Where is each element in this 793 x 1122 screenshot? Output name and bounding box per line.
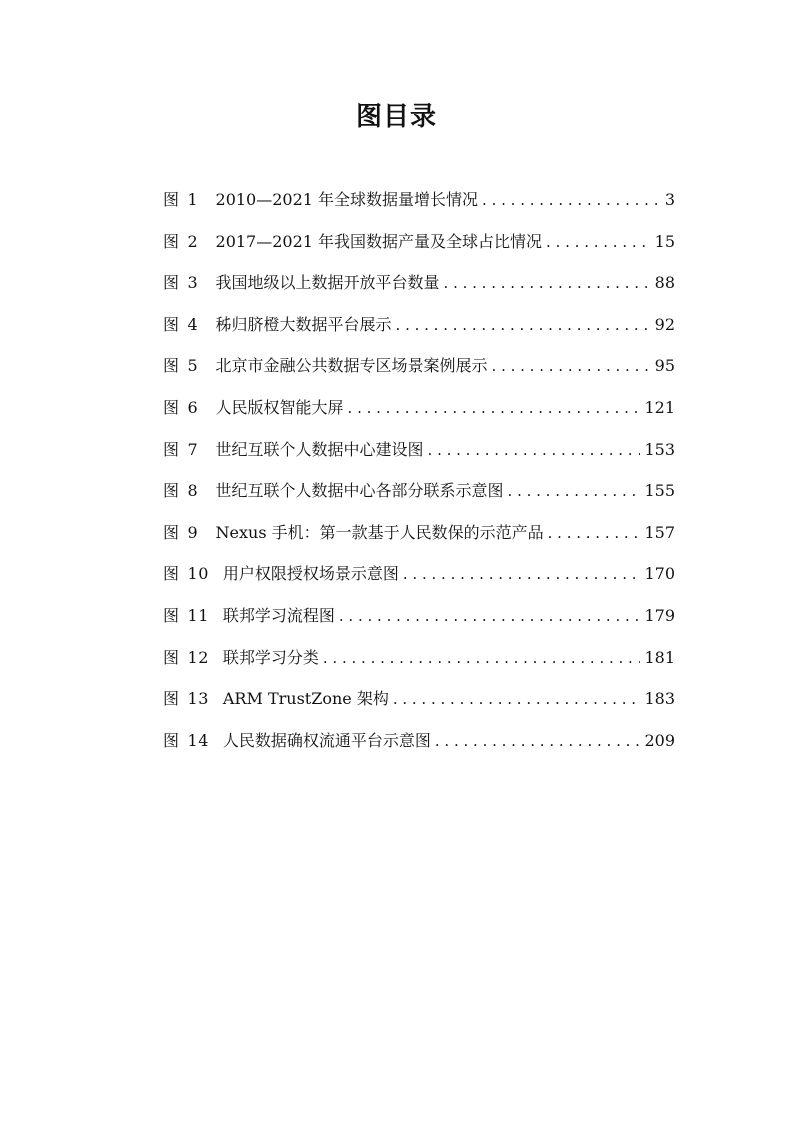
page-number: 170 (644, 564, 675, 584)
figure-title: 用户权限授权场景示意图 (222, 564, 399, 584)
toc-entry[interactable] (163, 686, 675, 728)
dot-leader (444, 274, 651, 292)
toc-entry[interactable] (163, 270, 675, 312)
figure-prefix: 图 (163, 397, 180, 417)
figure-label (163, 312, 202, 335)
toc-entry[interactable] (163, 520, 675, 562)
figure-title: 我国地级以上数据开放平台数量 (215, 273, 440, 293)
page-number: 15 (654, 231, 675, 251)
figure-number: 4 (187, 314, 199, 334)
toc-entry[interactable] (163, 187, 675, 229)
page-number: 92 (654, 314, 675, 334)
dot-leader (546, 233, 651, 251)
page-number: 209 (644, 730, 675, 750)
figure-label (163, 686, 209, 709)
figure-title: ARM TrustZone 架构 (222, 689, 389, 709)
figure-label (163, 353, 202, 376)
figure-prefix: 图 (163, 356, 180, 376)
figure-prefix: 图 (163, 481, 180, 501)
toc-entry[interactable] (163, 603, 675, 645)
page-number: 155 (644, 481, 675, 501)
toc-entry[interactable] (163, 229, 675, 271)
dot-leader (393, 690, 641, 708)
figure-title: 秭归脐橙大数据平台展示 (215, 314, 392, 334)
page-number: 88 (654, 273, 675, 293)
dot-leader (339, 607, 641, 625)
figure-number: 10 (187, 564, 209, 584)
dot-leader (492, 357, 651, 375)
page-number: 179 (644, 605, 675, 625)
figure-prefix: 图 (163, 730, 180, 750)
dot-leader (396, 316, 651, 334)
dot-leader (323, 649, 641, 667)
page-number: 153 (644, 439, 675, 459)
figure-number: 2 (187, 231, 199, 251)
figure-title: 世纪互联个人数据中心建设图 (215, 439, 424, 459)
page-number: 183 (644, 689, 675, 709)
figure-prefix: 图 (163, 522, 180, 542)
figure-label (163, 603, 209, 626)
toc-entry[interactable] (163, 437, 675, 479)
figure-number: 8 (187, 481, 199, 501)
page-number: 95 (654, 356, 675, 376)
dot-leader (348, 399, 641, 417)
figure-prefix: 图 (163, 647, 180, 667)
figure-prefix: 图 (163, 439, 180, 459)
toc-entry[interactable] (163, 561, 675, 603)
page-number: 3 (664, 190, 675, 209)
figure-title: 世纪互联个人数据中心各部分联系示意图 (215, 481, 504, 501)
page-number: 157 (644, 522, 675, 542)
figure-label (163, 645, 209, 668)
toc-entry[interactable] (163, 312, 675, 354)
figure-number: 6 (187, 397, 199, 417)
figure-label (163, 561, 209, 584)
figure-label (163, 520, 202, 543)
figure-label (163, 187, 202, 210)
figure-label (163, 395, 202, 418)
dot-leader (428, 441, 641, 459)
figure-label (163, 270, 202, 293)
figure-number: 7 (187, 439, 199, 459)
figure-number: 5 (187, 356, 199, 376)
figure-title: 人民版权智能大屏 (215, 397, 344, 417)
figure-prefix: 图 (163, 273, 180, 293)
figure-title: 联邦学习分类 (222, 647, 319, 667)
figure-label (163, 478, 202, 501)
toc-entry[interactable] (163, 395, 675, 437)
figure-title: 北京市金融公共数据专区场景案例展示 (215, 356, 488, 376)
figure-prefix: 图 (163, 231, 180, 251)
figure-prefix: 图 (163, 689, 180, 709)
figure-title: 人民数据确权流通平台示意图 (222, 730, 431, 750)
figure-title: Nexus 手机：第一款基于人民数保的示范产品 (215, 522, 544, 542)
figure-label (163, 437, 202, 460)
figure-number: 12 (187, 647, 209, 667)
toc-entry[interactable] (163, 353, 675, 395)
figure-number: 3 (187, 273, 199, 293)
page-title: 图目录 (355, 102, 437, 132)
figure-number: 11 (187, 605, 209, 625)
dot-leader (548, 524, 641, 542)
figure-number: 13 (187, 689, 209, 709)
figure-label (163, 229, 202, 252)
page-number: 181 (644, 647, 675, 667)
figure-number: 1 (187, 190, 199, 209)
dot-leader (435, 732, 641, 750)
dot-leader (508, 482, 641, 500)
dot-leader (403, 565, 641, 583)
figure-title: 2017—2021 年我国数据产量及全球占比情况 (215, 231, 543, 251)
figure-title: 2010—2021 年全球数据量增长情况 (215, 190, 479, 209)
figure-prefix: 图 (163, 190, 180, 209)
toc-entry[interactable] (163, 478, 675, 520)
figure-number: 14 (187, 730, 209, 750)
figure-label (163, 728, 209, 751)
figure-toc (163, 187, 675, 769)
toc-entry[interactable] (163, 728, 675, 770)
figure-prefix: 图 (163, 605, 180, 625)
figure-prefix: 图 (163, 314, 180, 334)
figure-title: 联邦学习流程图 (222, 605, 335, 625)
figure-number: 9 (187, 522, 199, 542)
toc-entry[interactable] (163, 645, 675, 687)
page-number: 121 (644, 397, 675, 417)
dot-leader (482, 191, 661, 209)
figure-prefix: 图 (163, 564, 180, 584)
